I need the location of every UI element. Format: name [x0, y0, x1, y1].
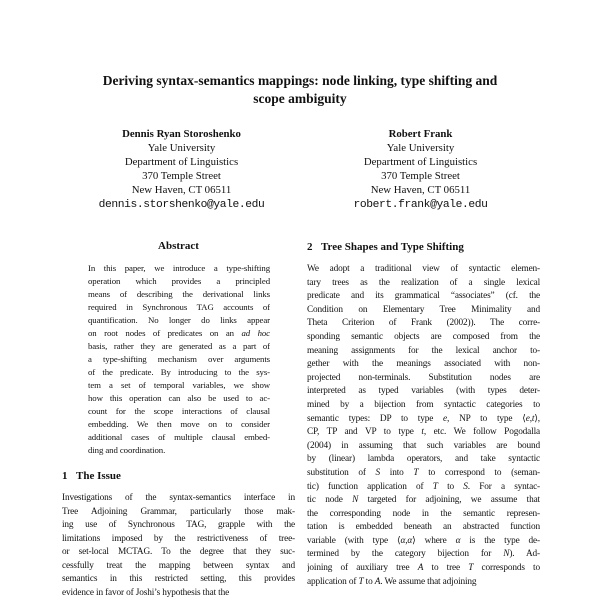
two-column-body [62, 240, 540, 600]
section-1-number: 1 [62, 470, 68, 482]
author-affiliation-line: 370 Temple Street [381, 170, 460, 182]
author-affiliation-line: Yale University [147, 142, 216, 154]
text-line: predicate and its grammatical “associates” (cf. the [307, 291, 540, 302]
text-line: basis, rather they are generated as a part of [88, 341, 270, 351]
author-name: Dennis Ryan Storoshenko [122, 128, 241, 140]
text-line: semantics in this restricted setting, this provides [62, 574, 295, 584]
text-line: interpreted as typed variables (with types deter- [307, 386, 540, 397]
text-line: required in Synchronous TAG accounts of [88, 302, 270, 312]
left-column [62, 240, 295, 600]
paper-title [40, 72, 560, 107]
text-line: the corresponding node in the semantic represen- [307, 508, 540, 519]
text-line: gether with the meanings associated with non- [307, 359, 540, 370]
text-line: (2004) in assuming that such variables are bound [307, 440, 540, 451]
text-line: evidence in favor of Joshi’s hypothesis that the [62, 587, 230, 598]
text-line: tem a set of temporal variables, we show [88, 380, 270, 390]
text-line: joining of auxiliary tree A to tree T corresponds to [307, 563, 540, 574]
section-2-number: 2 [307, 241, 313, 253]
text-line: We adopt a traditional view of syntactic elemen- [307, 264, 540, 274]
text-line: Theta Criterion of Frank (2002)). The corre- [307, 318, 540, 329]
text-line: embedding. We then move on to consider [88, 419, 270, 429]
text-line: operation which provides a principled [88, 276, 270, 286]
text-line: count for the scope interactions of clausal [88, 406, 270, 416]
text-line: application of T to A. We assume that adjoining [307, 576, 477, 587]
text-line: cessfully treat the mapping between syntax and [62, 560, 295, 571]
text-line: semantic types: DP to type e, NP to type ⟨e,t⟩, [307, 413, 540, 424]
right-column [307, 240, 540, 600]
author-affiliation-line: 370 Temple Street [142, 170, 221, 182]
text-line: sponding semantic objects are composed from the [307, 331, 540, 342]
authors-row [62, 127, 540, 212]
section-2-heading [307, 240, 540, 254]
title-line-1: Deriving syntax-semantics mappings: node linking, type shifting and [102, 73, 498, 88]
text-line: Condition on Elementary Tree Minimality and [307, 304, 540, 315]
text-line: mined by a bijection from syntactic categories to [307, 399, 540, 410]
author-affiliation-line: Department of Linguistics [124, 156, 239, 168]
text-line: of the predicate. By introducing to the sys- [88, 367, 270, 377]
section-1-heading [62, 469, 295, 483]
text-line: means of describing the derivational links [88, 289, 270, 299]
text-line: a type-shifting mechanism over arguments [88, 354, 270, 364]
title-line-2: scope ambiguity [253, 90, 347, 106]
text-line: or set-local MCTAG. To the degree that they suc- [62, 547, 295, 557]
abstract-body [62, 262, 295, 457]
text-line: on root nodes of predicates on an ad hoc [88, 328, 270, 338]
author-block-2 [301, 127, 540, 212]
author-affiliation-line: New Haven, CT 06511 [131, 184, 232, 196]
author-affiliation-line: Yale University [386, 142, 455, 154]
text-line: projected non-terminals. Substitution nodes are [307, 372, 540, 383]
author-block-1 [62, 127, 301, 212]
section-1-title: The Issue [76, 470, 121, 482]
text-line: additional cases of multiple clausal embed- [88, 432, 270, 442]
text-line: substitution of S into T to correspond to (seman- [307, 467, 540, 478]
author-affiliation-line: New Haven, CT 06511 [370, 184, 471, 196]
text-line: Investigations of the syntax-semantics interface in [62, 493, 295, 503]
text-line: variable (with type ⟨α,α⟩ where α is the type de- [307, 535, 540, 546]
text-line: by (linear) lambda operators, and take syntactic [307, 454, 540, 465]
text-line: how this operation can also be used to ac- [88, 393, 270, 403]
section-2-body [307, 263, 540, 589]
section-1-body [62, 492, 295, 600]
text-line: quantification. No longer do links appear [88, 315, 270, 325]
text-line: tic node N targeted for adjoining, we assume that [307, 495, 540, 506]
author-email: robert.frank@yale.edu [353, 199, 488, 211]
author-email: dennis.storshenko@yale.edu [98, 199, 265, 211]
text-line: CP, TP and VP to type t, etc. We follow Pogodalla [307, 427, 540, 438]
section-2-title: Tree Shapes and Type Shifting [321, 241, 464, 253]
text-line: ding and coordination. [88, 445, 166, 455]
text-line: tary trees as the realization of a single lexical [307, 277, 540, 288]
author-name: Robert Frank [388, 128, 453, 140]
text-line: tation is embedded beneath an abstracted function [307, 522, 540, 533]
text-line: tic) function application of T to S. For a syntac- [307, 481, 540, 492]
text-line: Tree Adjoining Grammar, particularly those mak- [62, 506, 295, 517]
text-line: limitations imposed by the restrictiveness of tree- [62, 533, 295, 544]
text-line: termined by the category bijection for N). Ad- [307, 549, 540, 560]
abstract-heading: Abstract [158, 240, 199, 252]
author-affiliation-line: Department of Linguistics [363, 156, 478, 168]
text-line: ing use of Synchronous TAG, grapple with the [62, 520, 295, 530]
text-line: In this paper, we introduce a type-shifting [88, 263, 270, 273]
text-line: meaning assignments for the lexical anchor to- [307, 345, 540, 356]
